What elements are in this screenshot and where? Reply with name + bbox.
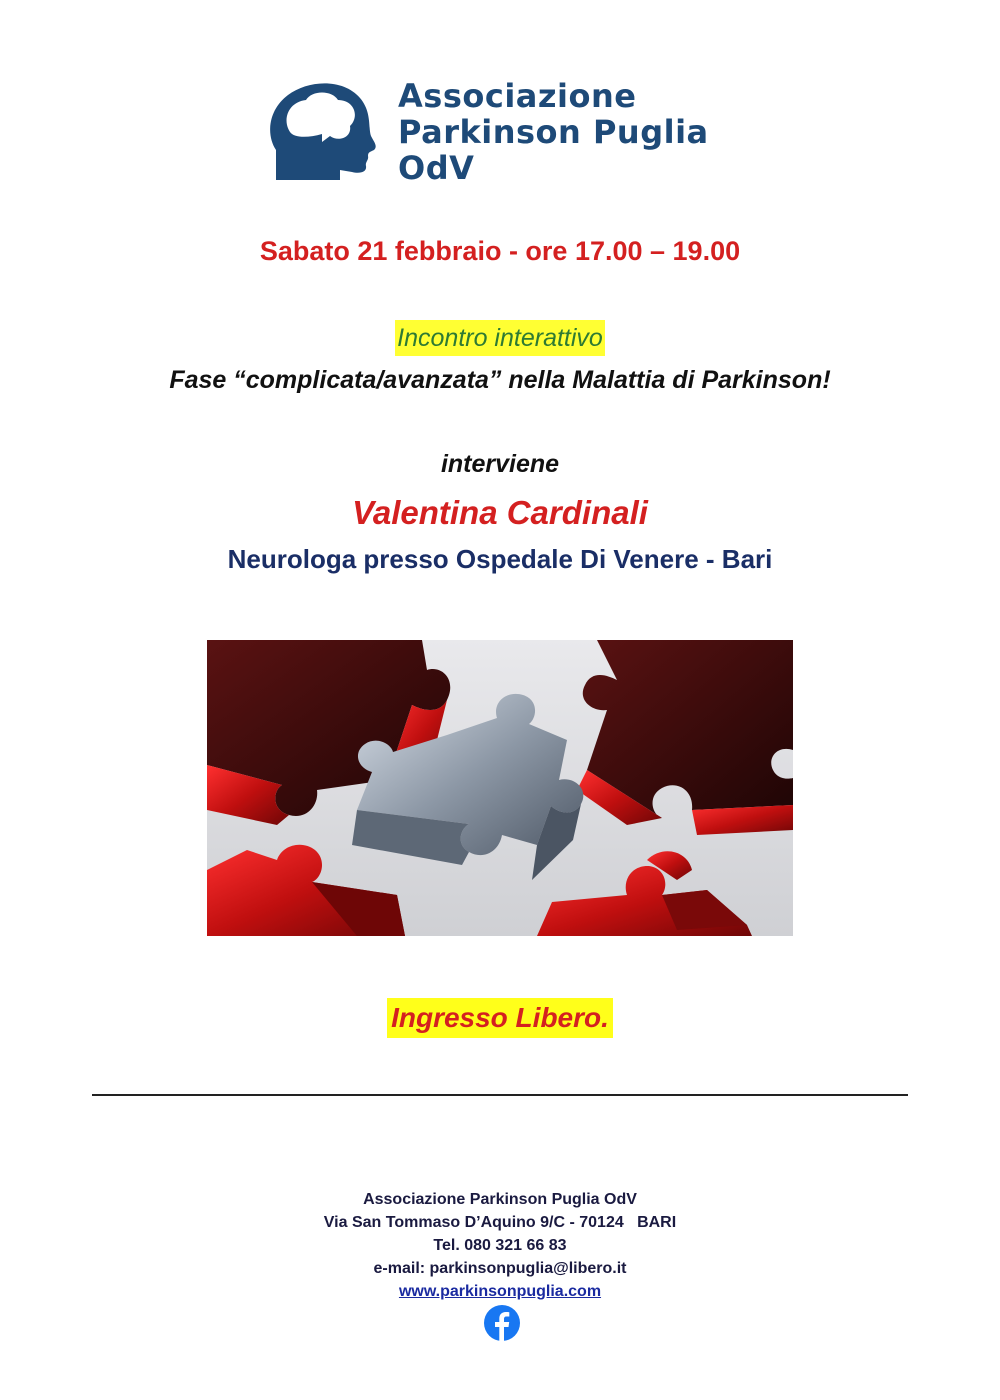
event-date: Sabato 21 febbraio - ore 17.00 – 19.00 [259, 236, 741, 266]
admission-text: Ingresso Libero. [387, 998, 613, 1038]
facebook-icon[interactable] [484, 1305, 520, 1341]
admission-wrapper [0, 998, 1000, 1038]
speaker-intro: interviene [440, 450, 560, 478]
logo-line-2: Parkinson Puglia [398, 113, 709, 151]
logo-line-3: OdV [398, 149, 475, 187]
logo-line-1: Associazione [398, 77, 637, 115]
footer-website-link[interactable]: www.parkinsonpuglia.com [398, 1283, 602, 1300]
logo-text [398, 78, 709, 186]
event-topic: Fase “complicata/avanzata” nella Malattia di Parkinson! [169, 366, 831, 394]
speaker-name: Valentina Cardinali [352, 494, 648, 531]
head-brain-icon [268, 80, 378, 182]
footer-address: Via San Tommaso D’Aquino 9/C - 70124 BARI [323, 1214, 677, 1231]
puzzle-image [207, 640, 793, 936]
footer-email[interactable]: e-mail: parkinsonpuglia@libero.it [373, 1260, 627, 1277]
event-type-wrapper [0, 320, 1000, 356]
footer-phone: Tel. 080 321 66 83 [433, 1237, 567, 1254]
footer-org: Associazione Parkinson Puglia OdV [363, 1191, 637, 1208]
event-type: Incontro interattivo [395, 320, 605, 356]
divider [92, 1094, 908, 1096]
speaker-role: Neurologa presso Ospedale Di Venere - Bari [227, 544, 773, 574]
